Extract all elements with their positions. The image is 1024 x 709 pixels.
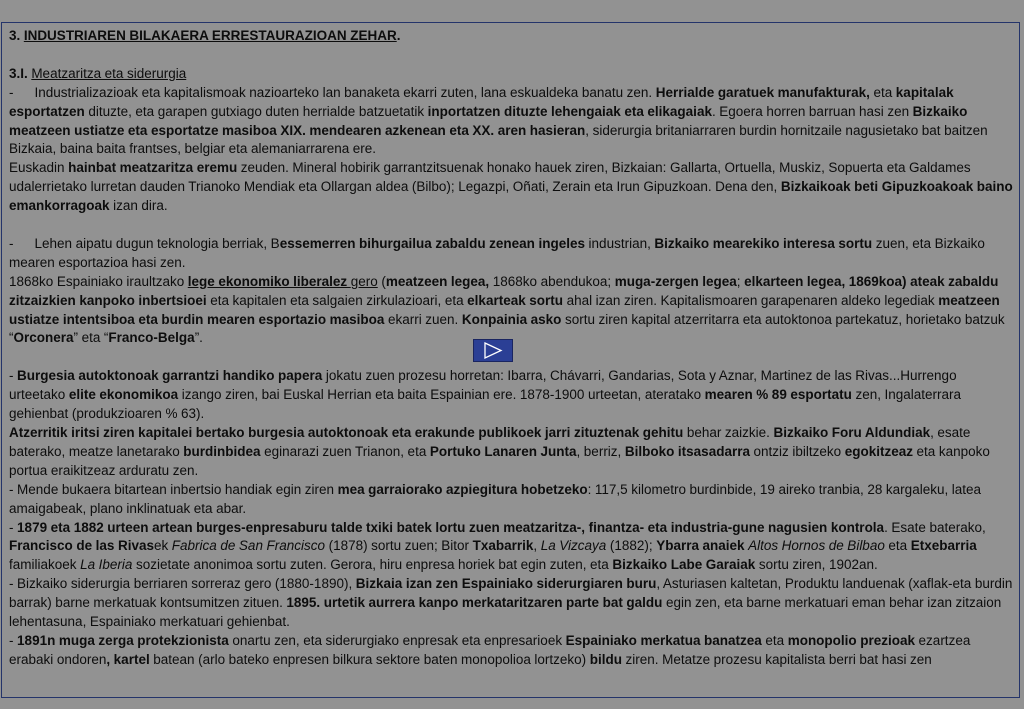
text-run: - <box>9 519 18 535</box>
bold-run: Bizkaiko meatzeen ustiatze eta esportatze masiboa XIX. mendearen azkenean eta XX. aren hasieran <box>9 103 968 138</box>
text-run: 1868ko Espainiako iraultzako <box>9 273 188 289</box>
bold-run: Orconera <box>13 330 74 346</box>
text-run: , berriz, <box>576 443 625 459</box>
bold-run: elkarteak sortu <box>467 292 564 308</box>
bold-run: kapitalak esportatzen <box>9 84 954 119</box>
bold-run: Bizkaiko mearekiko interesa sortu <box>654 235 873 251</box>
heading-number: 3. <box>9 28 24 43</box>
bold-run: Bilboko itsasadarra <box>624 443 750 459</box>
heading-end: . <box>396 28 401 43</box>
bold-run: Bizkaikoak beti Gipuzkoakoak baino emankorragoak <box>9 179 1013 214</box>
paragraph-1 <box>9 84 1013 160</box>
text-run: , esate baterako, meatze lanetarako <box>9 424 971 459</box>
text-run: . Esate baterako, <box>884 519 986 535</box>
bold-run: Etxebarria <box>910 538 977 554</box>
italic-run: Altos Hornos de Bilbao <box>748 538 885 554</box>
italic-run: Fabrica de San Francisco <box>171 538 326 554</box>
bold-run: elite ekonomikoa <box>68 387 179 403</box>
bold-run: egokitzeaz <box>844 443 913 459</box>
text-run: ”. <box>194 330 203 346</box>
text-run: Industrializazioak eta kapitalismoak nazioarteko lan banaketa ekarri zuten, lana eskualdeka banatu zen. <box>34 84 656 100</box>
paragraph-3 <box>9 235 1013 273</box>
text-run: 1868ko abendukoa; <box>489 273 615 289</box>
text-run: eta <box>869 84 896 100</box>
text-run: sortu ziren, 1902an. <box>755 557 878 573</box>
text-run: eta kapitalen eta salgaien zirkulazioari, eta <box>206 292 468 308</box>
bold-run: Konpainia asko <box>461 311 562 327</box>
text-run: ” eta “ <box>73 330 109 346</box>
bold-run: mea garraiorako azpiegitura hobetzeko <box>337 481 588 497</box>
text-run: , siderurgia britaniarraren burdin hornitzaile nagusietako bat baitzen Bizkaia, baina baita frantses, belgiar eta alemaniarrarena ere. <box>9 122 988 157</box>
bold-run: muga-zergen legea <box>614 273 737 289</box>
text-run: zen, Ingalaterrara gehienbat (produkzioaren % 63). <box>9 387 962 422</box>
bold-run: Bizkaiko Labe Garaiak <box>612 557 756 573</box>
text-run: onartu zen, eta siderurgiako enpresak eta enpresarioek <box>228 632 566 648</box>
subsection-title: Meatzaritza eta siderurgia <box>31 65 187 81</box>
text-run: sortu ziren kapital atzerritarra eta autoktonoa partekatuz, horietako batzuk “ <box>9 311 1005 346</box>
bold-run: mearen % 89 esportatu <box>704 387 852 403</box>
text-run: sozietate anonimoa sortu zuten. Gerora, hiru enpresa horiek bat egin zuten, eta <box>132 557 613 573</box>
text-run: zeuden. Mineral hobirik garrantzitsuenak honako hauek ziren, Bizkaian: Gallarta, Ortuella, Muskiz, Sopuerta eta Galdames udalerrietako lurretan dauden Trianoko Mendiak eta Ollargan aldea (Bilbo); Legazpi, Oñati, Zerain eta Irun Gipuzkoan. Dena den, <box>9 160 971 195</box>
text-run: eta kanpoko portua eraikitzeaz arduratu zen. <box>9 443 990 478</box>
text-run: ek <box>153 538 172 554</box>
text-run: ekarri zuen. <box>384 311 462 327</box>
text-run: behar zaizkie. <box>683 424 774 440</box>
italic-run: La Vizcaya <box>540 538 607 554</box>
paragraph-5 <box>9 367 1013 424</box>
text-run: (1882); <box>606 538 657 554</box>
italic-run: La Iberia <box>80 557 133 573</box>
bold-run: monopolio prezioak <box>787 632 915 648</box>
bold-run: Bizkaia izan zen Espainiako siderurgiaren buru <box>355 576 657 592</box>
text-run: , <box>533 538 541 554</box>
text-run: industrian, <box>585 235 655 251</box>
text-run: : 117,5 kilometro burdinbide, 19 aireko tranbia, 28 kargaleku, latea amaigabeak, plano inklinatuak eta abar. <box>9 481 982 516</box>
bold-run: Atzerritik iritsi ziren kapitalei bertako burgesia autoktonoak eta erakunde publikoek jarri zituztenak gehitu <box>9 424 684 440</box>
bold-run: Ybarra anaiek <box>656 538 749 554</box>
text-run: (1878) sortu zuen; Bitor <box>325 538 473 554</box>
text-run: zuen, eta Bizkaiko mearen esportazioa hasi zen. <box>9 235 985 270</box>
bold-run: 1895. urtetik aurrera kanpo merkataritzaren parte bat galdu <box>286 595 663 611</box>
text-run: - Bizkaiko siderurgia berriaren sorreraz gero (1880-1890), <box>9 576 356 592</box>
bold-run: burdinbidea <box>183 443 261 459</box>
text-run: ziren. Metatze prozesu kapitalista berri bat hasi zen <box>621 651 932 667</box>
paragraph-8 <box>9 519 1013 576</box>
subsection-heading <box>9 65 1013 84</box>
heading-title: INDUSTRIAREN BILAKAERA ERRESTAURAZIOAN ZEHAR <box>23 28 397 43</box>
bold-run: Burgesia autoktonoak garrantzi handiko papera <box>17 368 323 384</box>
bold-run: Bizkaiko Foru Aldundiak <box>773 424 931 440</box>
text-run: ahal izan ziren. Kapitalismoaren garapenaren aldeko legediak <box>563 292 939 308</box>
bold-run: Franco-Belga <box>108 330 195 346</box>
bold-run: 1879 eta 1882 urteen artean burges-enpresaburu talde txiki batek lortu zuen meatzaritza-, finantza- eta industria-gune nagusien kontrola <box>17 519 885 535</box>
text-run: batean (arlo bateko enpresen bilkura sektore baten monopolioa lortzeko) <box>149 651 590 667</box>
text-run: Lehen aipatu dugun teknologia berriak, B <box>34 235 280 251</box>
bold-run: inportatzen dituzte lehengaiak eta elikagaiak <box>427 103 712 119</box>
bold-run: meatzeen ustiatze intentsiboa eta burdin mearen esportazio masiboa <box>9 292 1000 327</box>
bold-run: Francisco de las Rivas <box>9 538 154 554</box>
bold-run: hainbat meatzaritza eremu <box>68 160 238 176</box>
paragraph-10 <box>9 632 1013 670</box>
text-run: Euskadin <box>9 160 69 176</box>
bold-run: Portuko Lanaren Junta <box>429 443 577 459</box>
bold-run: 1891n muga zerga protekzionista <box>17 632 229 648</box>
bold-run: bildu <box>589 651 622 667</box>
dash: - <box>9 235 14 251</box>
bold-run: elkarteen legea, 1869koa) ateak zabaldu zitzaizkien kanpoko inbertsioei <box>9 273 999 308</box>
text-run: ontziz ibiltzeko <box>749 443 845 459</box>
bold-run: meatzeen legea, <box>385 273 490 289</box>
text-run: - <box>9 632 18 648</box>
bold-run: Espainiako merkatua banatzea <box>565 632 762 648</box>
text-run: familiakoek <box>9 557 81 573</box>
paragraph-9 <box>9 575 1013 632</box>
text-run: ( <box>377 273 386 289</box>
text-run: izango ziren, bai Euskal Herrian eta baita Espainian ere. 1878-1900 urteetan, ateratako <box>178 387 705 403</box>
text-run: eginarazi zuen Trianon, eta <box>260 443 430 459</box>
text-run: jokatu zuen prozesu horretan: Ibarra, Chávarri, Gandarias, Sota y Aznar, Martinez de las Rivas...Hurrengo urteetako <box>9 368 957 403</box>
bold-run: essemerren bihurgailua zabaldu zenean ingeles <box>279 235 585 251</box>
dash: - <box>9 84 14 100</box>
subsection-number: 3.I. <box>9 65 32 81</box>
text-run: ; <box>736 273 745 289</box>
text-run: egin zen, eta barne merkatuari eman behar izan zitzaion lehentasuna, Espainiako merkatuari gehienbat. <box>9 595 1002 630</box>
text-run: - <box>9 368 18 384</box>
text-run: . Egoera horren barruan hasi zen <box>711 103 913 119</box>
paragraph-6 <box>9 424 1013 481</box>
bold-underline-run: lege ekonomiko liberalez <box>187 273 351 289</box>
text-run: - Mende bukaera bitartean inbertsio handiak egin ziren <box>9 481 338 497</box>
text-run: ezartzea erabaki ondoren <box>9 632 971 667</box>
paragraph-2 <box>9 159 1013 216</box>
paragraph-7 <box>9 481 1013 519</box>
paragraph-4 <box>9 273 1013 349</box>
play-button[interactable] <box>473 339 513 362</box>
bold-run: Txabarrik <box>472 538 534 554</box>
bold-run: , kartel <box>106 651 150 667</box>
bold-run: Herrialde garatuek manufakturak, <box>655 84 870 100</box>
text-run: eta <box>761 632 788 648</box>
underline-run: gero <box>350 273 378 289</box>
section-heading <box>9 27 1013 46</box>
text-run: izan dira. <box>109 198 168 214</box>
text-run: , Asturiasen kaltetan, Produktu landuenak (xaflak-eta burdin barrak) barne merkatuak kontsumitzen zituen. <box>9 576 1013 611</box>
text-run: dituzte, eta garapen gutxiago duten herrialde batzuetatik <box>84 103 428 119</box>
play-triangle-icon <box>474 340 512 361</box>
text-run: eta <box>884 538 911 554</box>
